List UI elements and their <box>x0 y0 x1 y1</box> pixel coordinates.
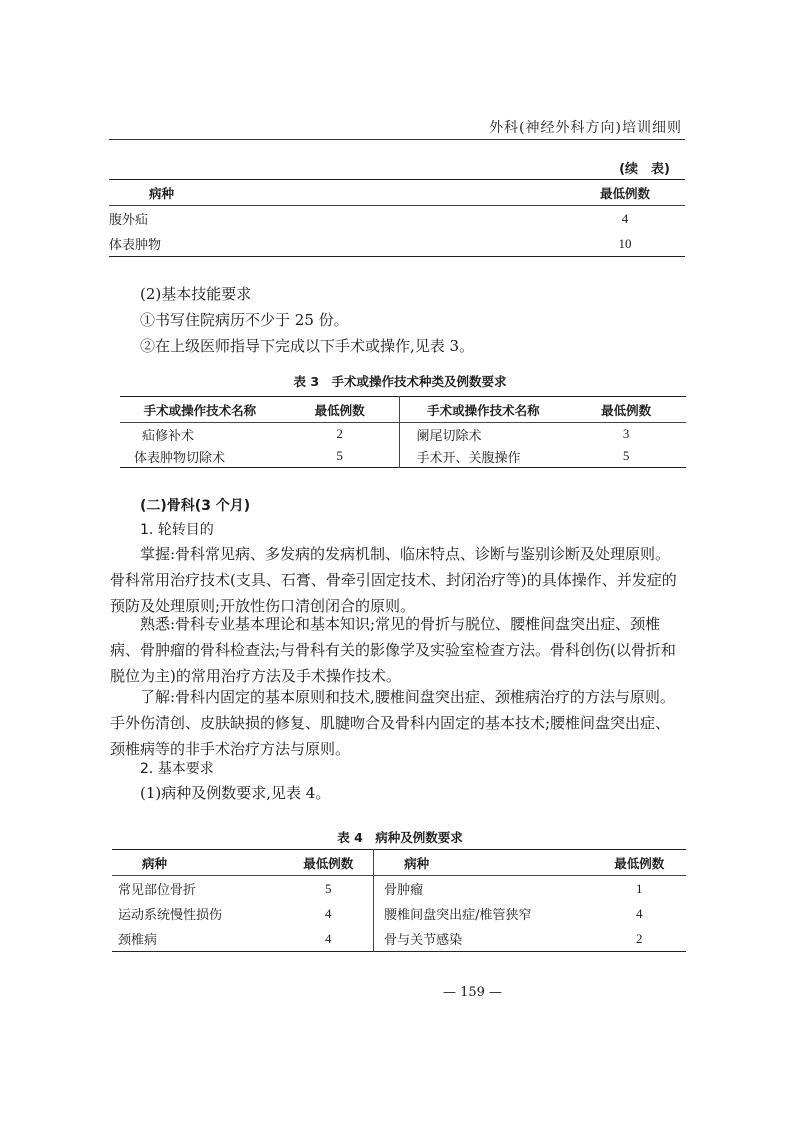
col-header-disease: 病种 <box>149 185 175 201</box>
cell-count: 4 <box>635 905 643 921</box>
col-header-min-count: 最低例数 <box>283 850 373 876</box>
cell-disease: 颈椎病 <box>118 933 158 948</box>
col-header-procedure: 手术或操作技术名称 <box>427 402 540 418</box>
table-3 <box>120 396 686 468</box>
cell-disease: 腹外疝 <box>109 213 149 228</box>
cell-disease: 骨与关节感染 <box>384 933 463 948</box>
cell-disease: 运动系统慢性损伤 <box>118 908 223 923</box>
cell-disease: 骨肿瘤 <box>384 883 424 898</box>
cell-count: 4 <box>621 210 629 226</box>
table-row <box>109 206 685 232</box>
cell-count: 5 <box>622 448 630 463</box>
col-header-procedure: 手术或操作技术名称 <box>143 402 257 418</box>
section-title: (二)骨科(3 个月) <box>140 498 251 514</box>
cell-disease: 腰椎间盘突出症/椎管狭窄 <box>384 908 532 923</box>
table-row <box>120 445 686 468</box>
col-header-min-count: 最低例数 <box>599 185 650 201</box>
page-number: — 159 — <box>442 985 503 1000</box>
cell-count: 2 <box>280 423 400 446</box>
skills-item-2: ②在上级医师指导下完成以下手术或操作,见表 3。 <box>140 337 475 355</box>
paragraph-master: 掌握:骨科常见病、多发病的发病机制、临床特点、诊断与鉴别诊断及处理原则。骨科常用治疗技术(支具、石膏、骨牵引固定技术、封闭治疗等)的具体操作、并发症的预防及处理原则;开放性伤口清创闭合的原则。 <box>110 545 677 615</box>
col-header-min-count: 最低例数 <box>280 397 400 423</box>
table4-caption: 表 4 病种及例数要求 <box>337 830 463 845</box>
subsection-requirements: 2. 基本要求 <box>140 761 214 777</box>
table-row <box>120 423 686 446</box>
table-row <box>109 231 685 257</box>
table-row <box>112 926 686 952</box>
table-header-row <box>109 180 685 206</box>
table-header-row <box>120 397 686 423</box>
cell-procedure: 体表肿物切除术 <box>134 450 226 466</box>
cell-count: 3 <box>622 426 630 441</box>
table-row <box>112 876 686 902</box>
cell-disease: 体表肿物 <box>109 238 162 253</box>
cell-disease: 常见部位骨折 <box>118 883 197 898</box>
table-row <box>112 901 686 926</box>
cell-count: 2 <box>635 930 643 946</box>
table-continued <box>109 179 685 257</box>
paragraph-understand: 了解:骨科内固定的基本原则和技术,腰椎间盘突出症、颈椎病治疗的方法与原则。手外伤清创、皮肤缺损的修复、肌腱吻合及骨科内固定的基本技术;腰椎间盘突出症、颈椎病等的非手术治疗方法与原则。 <box>110 688 675 758</box>
subsection-purpose: 1. 轮转目的 <box>140 522 214 538</box>
cell-count: 4 <box>283 926 373 952</box>
paragraph-familiar: 熟悉:骨科专业基本理论和基本知识;常见的骨折与脱位、腰椎间盘突出症、颈椎病、骨肿瘤的骨科检查法;与骨科有关的影像学及实验室检查方法。骨科创伤(以骨折和脱位为主)的常用治疗方法及手术操作技术。 <box>110 615 676 685</box>
col-header-disease: 病种 <box>404 855 430 871</box>
cell-count: 10 <box>618 235 632 251</box>
running-header: 外科(神经外科方向)培训细则 <box>489 120 682 136</box>
col-header-min-count: 最低例数 <box>601 402 652 418</box>
table-header-row <box>112 850 686 876</box>
cell-count: 1 <box>635 880 643 896</box>
header-rule <box>109 139 685 140</box>
skills-heading: (2)基本技能要求 <box>140 285 252 303</box>
cell-procedure: 手术开、关腹操作 <box>416 450 521 466</box>
cell-procedure: 阑尾切除术 <box>416 428 482 444</box>
paragraph-disease-req: (1)病种及例数要求,见表 4。 <box>140 784 331 802</box>
cell-count: 5 <box>280 445 400 468</box>
continued-label: (续 表) <box>619 162 670 177</box>
col-header-min-count: 最低例数 <box>614 855 665 871</box>
cell-count: 5 <box>283 876 373 902</box>
table-4 <box>112 849 686 952</box>
col-header-disease: 病种 <box>142 855 168 871</box>
skills-item-1: ①书写住院病历不少于 25 份。 <box>140 311 349 329</box>
cell-count: 4 <box>283 901 373 926</box>
cell-procedure: 疝修补术 <box>142 428 195 444</box>
table3-caption: 表 3 手术或操作技术种类及例数要求 <box>293 374 507 389</box>
